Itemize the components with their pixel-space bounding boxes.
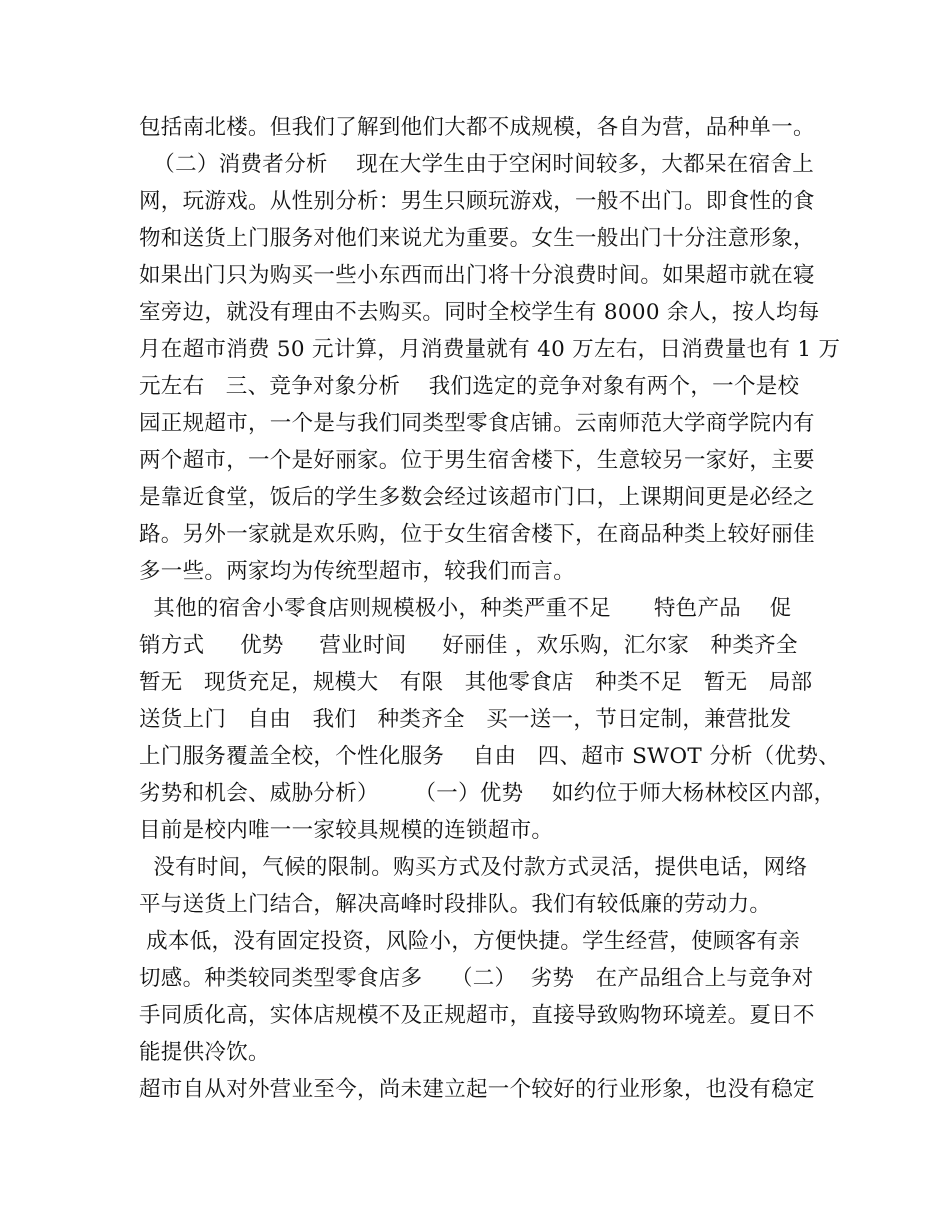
text-line: 目前是校内唯一一家较具规模的连锁超市。 <box>139 818 554 843</box>
text-line: 室旁边，就没有理由不去购买。同时全校学生有 8000 余人，按人均每 <box>139 300 820 325</box>
text-line: 物和送货上门服务对他们来说尤为重要。女生一般出门十分注意形象， <box>139 226 815 251</box>
text-line: 成本低，没有固定投资，风险小，方便快捷。学生经营，使顾客有亲 <box>139 929 801 954</box>
text-line: 多一些。两家均为传统型超市，较我们而言。 <box>139 559 576 584</box>
text-line: 能提供冷饮。 <box>139 1040 270 1065</box>
text-line: （二）消费者分析 现在大学生由于空闲时间较多，大都呆在宿舍上 <box>139 152 815 177</box>
text-line: 超市自从对外营业至今，尚未建立起一个较好的行业形象，也没有稳定 <box>139 1077 815 1102</box>
text-line: 平与送货上门结合，解决高峰时段排队。我们有较低廉的劳动力。 <box>139 892 772 917</box>
text-line: 元左右 三、竞争对象分析 我们选定的竞争对象有两个，一个是校 <box>139 374 800 399</box>
text-line: 如果出门只为购买一些小东西而出门将十分浪费时间。如果超市就在寝 <box>139 263 815 288</box>
text-line: 包括南北楼。但我们了解到他们大都不成规模，各自为营，品种单一。 <box>139 115 815 140</box>
text-line: 月在超市消费 50 元计算，月消费量就有 40 万左右，日消费量也有 1 万 <box>139 337 841 362</box>
text-line: 网，玩游戏。从性别分析：男生只顾玩游戏，一般不出门。即食性的食 <box>139 189 815 214</box>
text-line: 劣势和机会、威胁分析） （一）优势 如约位于师大杨林校区内部， <box>139 781 836 806</box>
text-line: 送货上门 自由 我们 种类齐全 买一送一，节日定制，兼营批发 <box>139 707 792 732</box>
text-line: 暂无 现货充足，规模大 有限 其他零食店 种类不足 暂无 局部 <box>139 670 813 695</box>
text-line: 上门服务覆盖全校，个性化服务 自由 四、超市 SWOT 分析（优势、 <box>139 744 841 769</box>
text-line: 没有时间，气候的限制。购买方式及付款方式灵活，提供电话，网络 <box>139 855 808 880</box>
text-line: 园正规超市，一个是与我们同类型零食店铺。云南师范大学商学院内有 <box>139 411 815 436</box>
text-line: 切感。种类较同类型零食店多 （二） 劣势 在产品组合上与竞争对 <box>139 966 814 991</box>
text-line: 销方式 优势 营业时间 好丽佳 ，欢乐购，汇尔家 种类齐全 <box>139 633 798 658</box>
text-line: 手同质化高，实体店规模不及正规超市，直接导致购物环境差。夏日不 <box>139 1003 815 1028</box>
text-line: 其他的宿舍小零食店则规模极小，种类严重不足 特色产品 促 <box>139 596 792 621</box>
text-line: 两个超市，一个是好丽家。位于男生宿舍楼下，生意较另一家好，主要 <box>139 448 815 473</box>
text-line: 路。另外一家就是欢乐购，位于女生宿舍楼下，在商品种类上较好丽佳 <box>139 522 815 547</box>
text-line: 是靠近食堂，饭后的学生多数会经过该超市门口，上课期间更是必经之 <box>139 485 815 510</box>
